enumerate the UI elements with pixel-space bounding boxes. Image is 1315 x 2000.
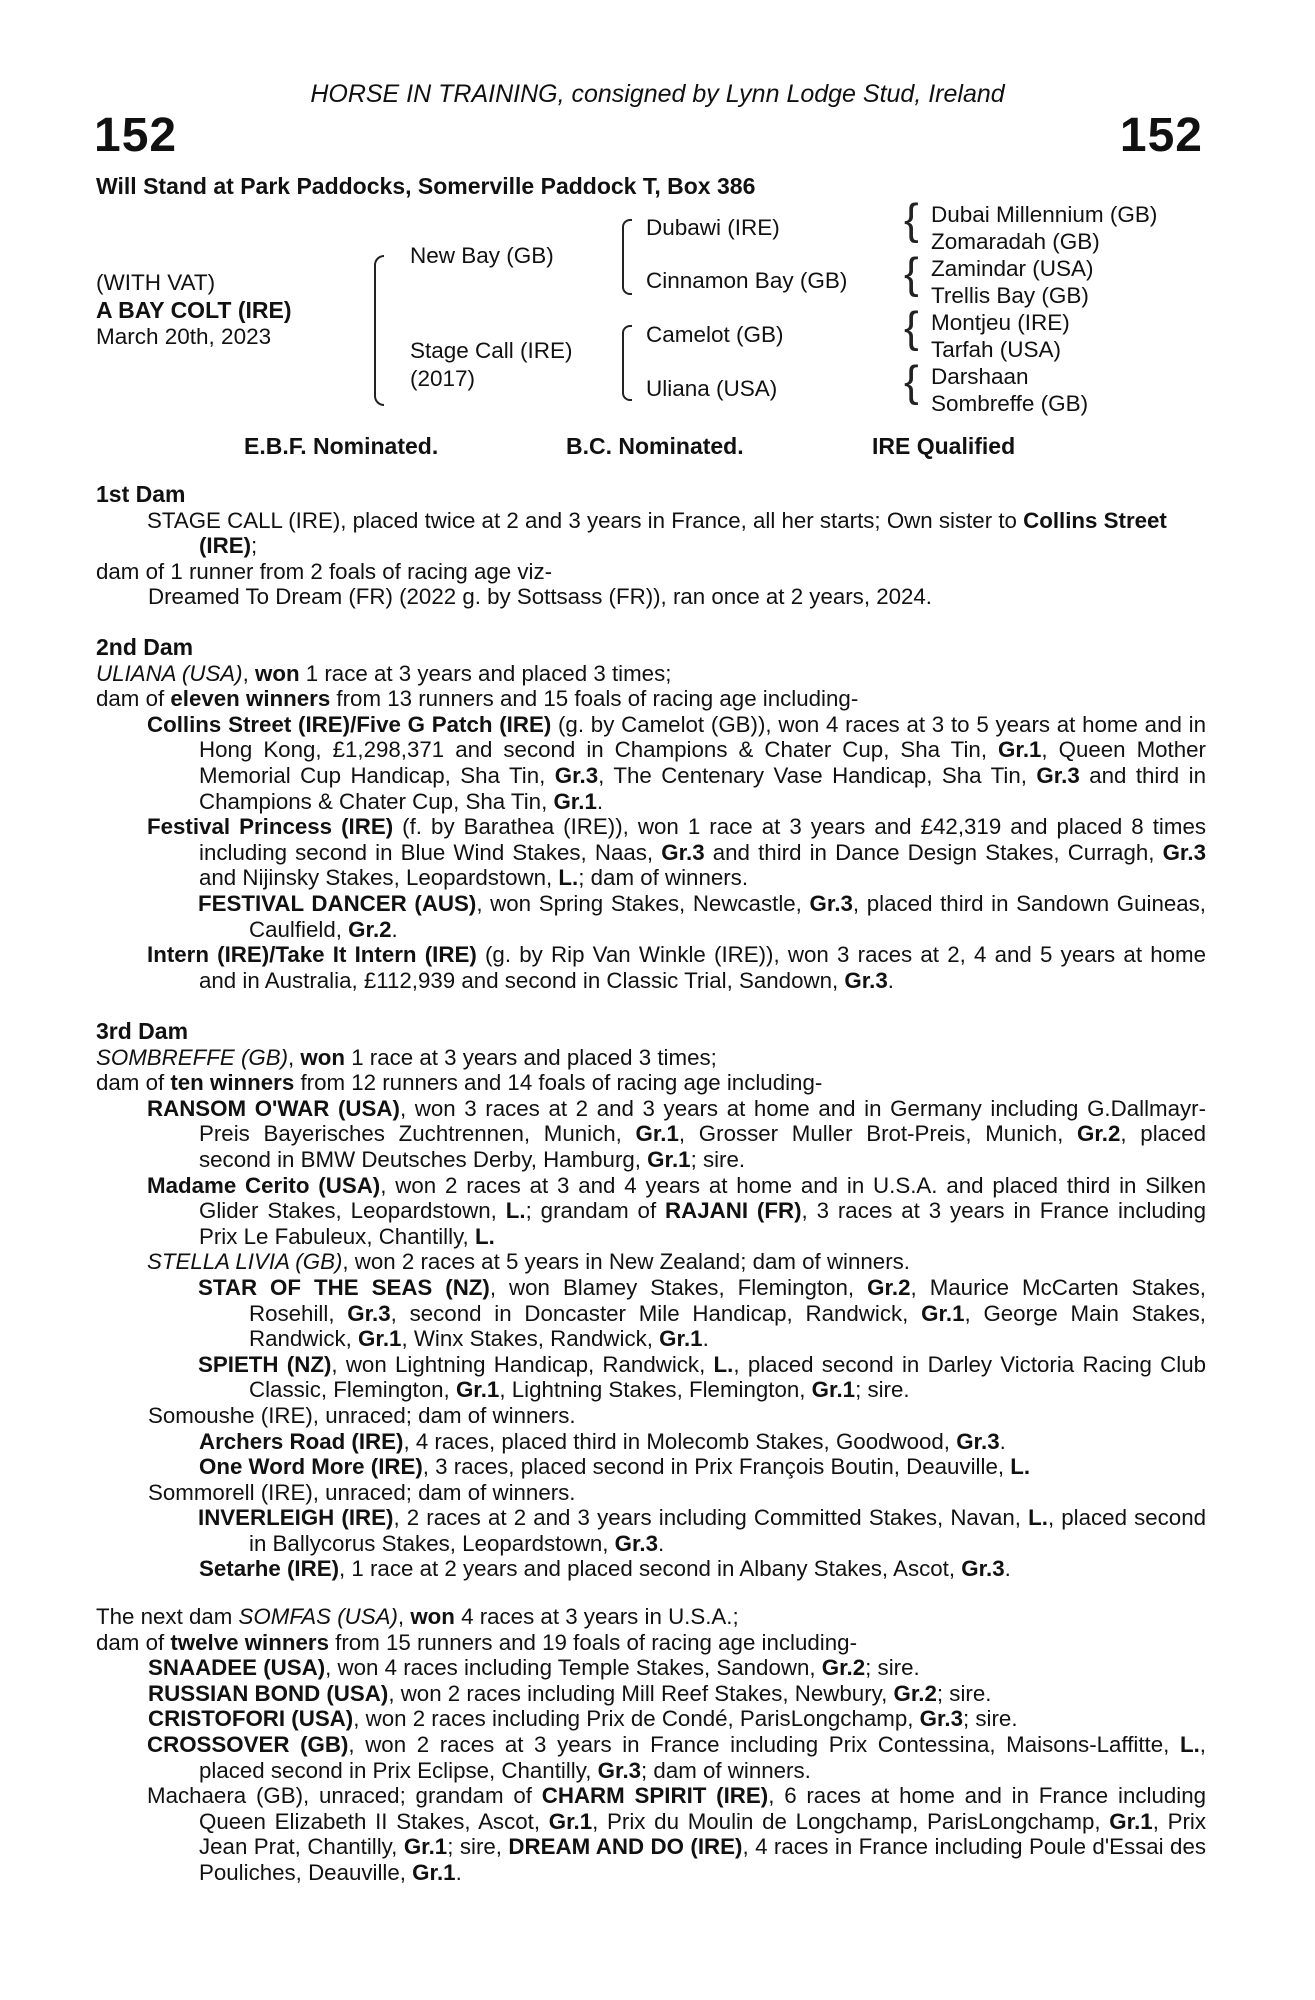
dam-sire: Camelot (GB) <box>646 322 784 347</box>
pedigree-brace-g3: { <box>904 303 919 352</box>
produce-record: Sommorell (IRE), unraced; dam of winners. <box>148 1479 576 1505</box>
dam-summary: SOMBREFFE (GB), won 1 race at 3 years and placed 3 times; <box>96 1044 717 1070</box>
pedigree-g6: Tarfah (USA) <box>931 337 1062 362</box>
produce-record: Madame Cerito (USA), won 2 races at 3 and 4 years at home and in U.S.A. and placed third in Silken Glider Stakes, Leopardstown, L.; grandam of RAJANI (FR), 3 races at 3 years in France including Prix Le Fabuleux, Chantilly, L. <box>147 1172 1206 1249</box>
produce-record: Somoushe (IRE), unraced; dam of winners. <box>148 1402 576 1428</box>
pedigree-g5: Montjeu (IRE) <box>931 310 1070 335</box>
third-dam-section <box>96 1019 1206 1582</box>
pedigree-brace-main <box>374 255 384 406</box>
produce-record: Setarhe (IRE), 1 race at 2 years and placed second in Albany Stakes, Ascot, Gr.3. <box>199 1556 1011 1582</box>
foaling-date: March 20th, 2023 <box>96 324 272 349</box>
produce-intro: dam of ten winners from 12 runners and 14 foals of racing age including- <box>96 1070 823 1096</box>
vat-note: (WITH VAT) <box>96 270 216 295</box>
produce-record: SPIETH (NZ), won Lightning Handicap, Randwick, L., placed second in Darley Victoria Racing Club Classic, Flemington, Gr.1, Lightning Stakes, Flemington, Gr.1; sire. <box>198 1351 1206 1403</box>
produce-record: CRISTOFORI (USA), won 2 races including Prix de Condé, ParisLongchamp, Gr.3; sire. <box>148 1706 1018 1732</box>
pedigree-g2: Zomaradah (GB) <box>931 229 1100 254</box>
produce-record: INVERLEIGH (IRE), 2 races at 2 and 3 years including Committed Stakes, Navan, L., placed second in Ballycorus Stakes, Leopardstown, Gr.3. <box>198 1505 1207 1556</box>
pedigree-g8: Sombreffe (GB) <box>931 391 1089 416</box>
first-dam-section <box>96 482 1206 610</box>
section-heading: 2nd Dam <box>96 634 194 660</box>
produce-record: STAR OF THE SEAS (NZ), won Blamey Stakes, Flemington, Gr.2, Maurice McCarten Stakes, Rosehill, Gr.3, second in Doncaster Mile Handicap, Randwick, Gr.1, George Main Stakes, Randwick, Gr.1, Winx Stakes, Randwick, Gr.1. <box>198 1274 1206 1352</box>
pedigree-g4: Trellis Bay (GB) <box>931 283 1089 308</box>
pedigree-g3: Zamindar (USA) <box>931 256 1094 281</box>
produce-record: Collins Street (IRE)/Five G Patch (IRE) (g. by Camelot (GB)), won 4 races at 3 to 5 years at home and in Hong Kong, £1,298,371 and second in Champions & Chater Cup, Sha Tin, Gr.1, Queen Mother Memorial Cup Handicap, Sha Tin, Gr.3, The Centenary Vase Handicap, Sha Tin, Gr.3 and third in Champions & Chater Cup, Sha Tin, Gr.1. <box>147 711 1206 814</box>
produce-record: Machaera (GB), unraced; grandam of CHARM SPIRIT (IRE), 6 races at home and in France including Queen Elizabeth II Stakes, Ascot, Gr.1, Prix du Moulin de Longchamp, ParisLongchamp, Gr.1, Prix Jean Prat, Chantilly, Gr.1; sire, DREAM AND DO (IRE), 4 races in France including Poule d'Essai des Pouliches, Deauville, Gr.1. <box>147 1783 1207 1885</box>
next-dam-section <box>96 1604 1206 1886</box>
pedigree-brace-g4: { <box>904 357 919 406</box>
produce-record: One Word More (IRE), 3 races, placed second in Prix François Boutin, Deauville, L. <box>199 1454 1031 1480</box>
ire-qualified: IRE Qualified <box>872 433 1016 459</box>
produce-record: Intern (IRE)/Take It Intern (IRE) (g. by Rip Van Winkle (IRE)), won 3 races at 2, 4 and 5 years at home and in Australia, £112,939 and second in Classic Trial, Sandown, Gr.3. <box>147 942 1207 993</box>
stand-location: Will Stand at Park Paddocks, Somerville Paddock T, Box 386 <box>96 173 756 199</box>
sire-dam: Cinnamon Bay (GB) <box>646 268 848 293</box>
produce-record: Archers Road (IRE), 4 races, placed third in Molecomb Stakes, Goodwood, Gr.3. <box>199 1428 1006 1454</box>
section-heading: 1st Dam <box>96 481 186 507</box>
produce-record: SNAADEE (USA), won 4 races including Temple Stakes, Sandown, Gr.2; sire. <box>148 1655 920 1681</box>
produce-record: RANSOM O'WAR (USA), won 3 races at 2 and 3 years at home and in Germany including G.Dallmayr-Preis Bayerisches Zuchtrennen, Munich, Gr.1, Grosser Muller Brot-Preis, Munich, Gr.2, placed second in BMW Deutsches Derby, Hamburg, Gr.1; sire. <box>147 1095 1206 1172</box>
bc-nominated: B.C. Nominated. <box>566 433 744 459</box>
ebf-nominated: E.B.F. Nominated. <box>244 433 439 459</box>
section-heading: 3rd Dam <box>96 1018 189 1044</box>
lot-number-left: 152 <box>94 109 178 162</box>
dam: Stage Call (IRE) <box>410 338 573 363</box>
pedigree-brace-dam <box>622 325 632 401</box>
dam-dam: Uliana (USA) <box>646 376 778 401</box>
produce-record: STELLA LIVIA (GB), won 2 races at 5 years in New Zealand; dam of winners. <box>147 1249 910 1275</box>
produce-record: Dreamed To Dream (FR) (2022 g. by Sottsass (FR)), ran once at 2 years, 2024. <box>148 584 933 610</box>
pedigree-brace-sire <box>622 219 632 295</box>
horse-name: A BAY COLT (IRE) <box>96 297 292 323</box>
produce-intro: dam of twelve winners from 15 runners and 19 foals of racing age including- <box>96 1629 857 1655</box>
produce-record: FESTIVAL DANCER (AUS), won Spring Stakes, Newcastle, Gr.3, placed third in Sandown Guineas, Caulfield, Gr.2. <box>198 890 1207 942</box>
produce-record: CROSSOVER (GB), won 2 races at 3 years in France including Prix Contessina, Maisons-Laffitte, L., placed second in Prix Eclipse, Chantilly, Gr.3; dam of winners. <box>147 1731 1206 1783</box>
produce-intro: dam of 1 runner from 2 foals of racing age viz- <box>96 558 553 584</box>
dam-summary: The next dam SOMFAS (USA), won 4 races at 3 years in U.S.A.; <box>96 1604 739 1629</box>
consignment-line: HORSE IN TRAINING, consigned by Lynn Lodge Stud, Ireland <box>310 80 1005 108</box>
second-dam-section <box>96 635 1206 993</box>
produce-intro: dam of eleven winners from 13 runners and 15 foals of racing age including- <box>96 686 859 712</box>
dam-year: (2017) <box>410 366 476 391</box>
pedigree-brace-g1: { <box>904 195 919 244</box>
lot-number-right: 152 <box>1119 109 1203 162</box>
sire: New Bay (GB) <box>410 243 554 268</box>
produce-record: RUSSIAN BOND (USA), won 2 races including Mill Reef Stakes, Newbury, Gr.2; sire. <box>148 1680 992 1706</box>
sire-sire: Dubawi (IRE) <box>646 215 780 240</box>
pedigree-brace-g2: { <box>904 249 919 298</box>
produce-record: Festival Princess (IRE) (f. by Barathea (IRE)), won 1 race at 3 years and £42,319 and placed 8 times including second in Blue Wind Stakes, Naas, Gr.3 and third in Dance Design Stakes, Curragh, Gr.3 and Nijinsky Stakes, Leopardstown, L.; dam of winners. <box>147 814 1206 891</box>
dam-summary: STAGE CALL (IRE), placed twice at 2 and 3 years in France, all her starts; Own sister to Collins Street (IRE); <box>147 507 1167 559</box>
pedigree-g1: Dubai Millennium (GB) <box>931 202 1158 227</box>
pedigree-g7: Darshaan <box>931 364 1029 389</box>
dam-summary: ULIANA (USA), won 1 race at 3 years and placed 3 times; <box>96 660 672 686</box>
